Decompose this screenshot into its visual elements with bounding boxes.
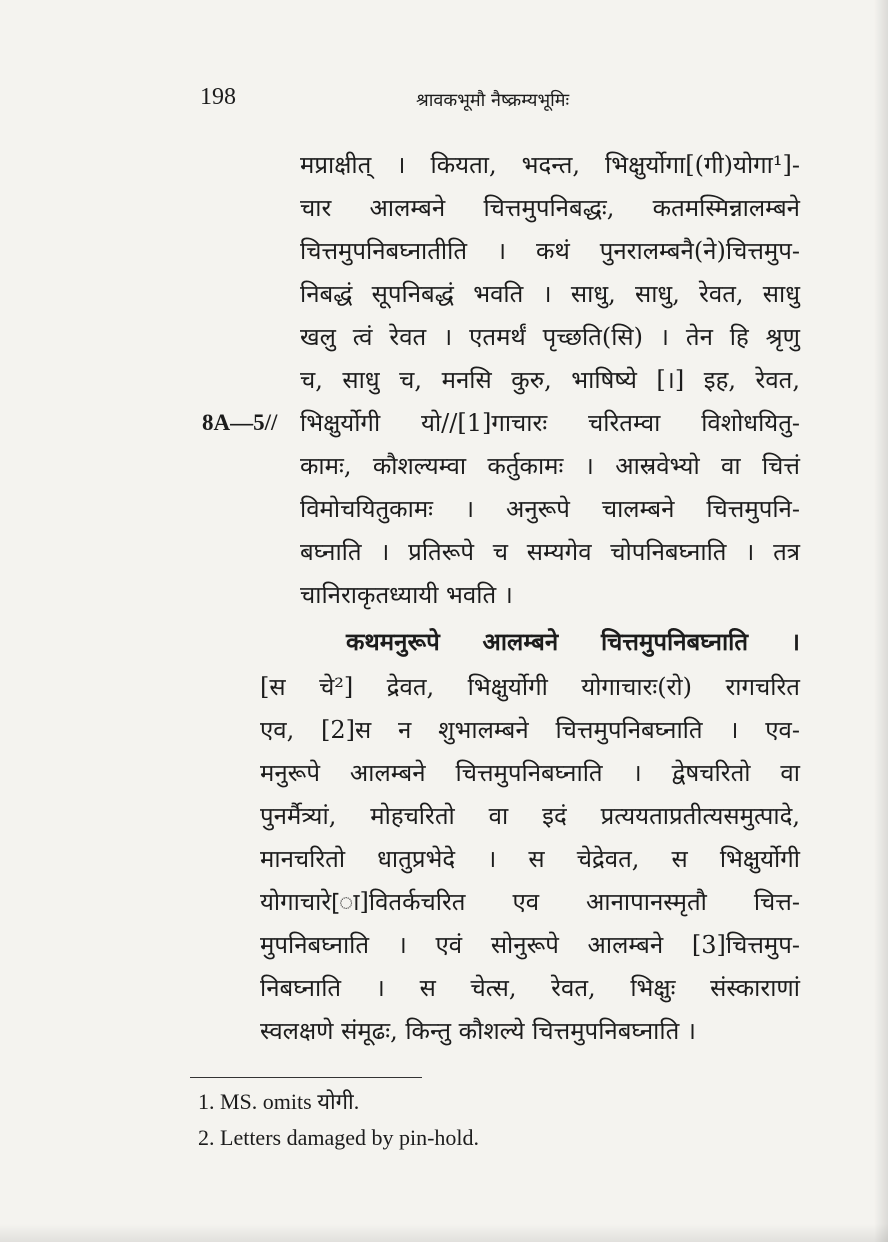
text-line: पुनर्मैत्र्यां, मोहचरितो वा इदं प्रत्ययताप्रतीत्यसमुत्पादे,: [260, 802, 800, 830]
text-line: बघ्नाति । प्रतिरूपे च सम्यगेव चोपनिबघ्नाति । तत्र: [300, 538, 800, 566]
text-line: च, साधु च, मनसि कुरु, भाषिष्ये [।] इह, रेवत,: [300, 366, 800, 394]
section-heading: कथमनुरूपे आलम्बने चित्तमुपनिबघ्नाति ।: [346, 627, 800, 656]
footnote: 1. MS. omits योगी.: [198, 1089, 360, 1114]
running-head: श्रावकभूमौ नैष्क्रम्यभूमिः: [416, 90, 570, 111]
text-line: मनुरूपे आलम्बने चित्तमुपनिबघ्नाति । द्वेषचरितो वा: [260, 759, 800, 787]
page-bottom-shadow: [0, 1224, 888, 1242]
text-line: मप्राक्षीत् । कियता, भदन्त, भिक्षुर्योगा[(गी)योगा¹]-: [300, 151, 800, 179]
text-line: खलु त्वं रेवत । एतमर्थं पृच्छति(सि) । तेन हि श्रृणु: [300, 323, 800, 351]
text-line: भिक्षुर्योगी यो//[1]गाचारः चरितम्वा विशोधयितु-: [300, 409, 800, 437]
text-line: एव, [2]स न शुभालम्बने चित्तमुपनिबघ्नाति । एव-: [260, 716, 800, 744]
text-line: योगाचारे[ा]वितर्कचरित एव आनापानस्मृतौ चित्त-: [260, 888, 800, 916]
page-edge-shadow: [874, 0, 888, 1242]
text-line: [स चे²] द्रेवत, भिक्षुर्योगी योगाचारः(रो) रागचरित: [260, 673, 800, 701]
text-line: चित्तमुपनिबघ्नातीति । कथं पुनरालम्बनै(ने)चित्तमुप-: [300, 237, 800, 265]
text-line: चार आलम्बने चित्तमुपनिबद्धः, कतमस्मिन्नालम्बने: [300, 194, 800, 222]
text-line: निबद्धं सूपनिबद्धं भवति । साधु, साधु, रेवत, साधु: [300, 280, 800, 308]
text-line: कामः, कौशल्यम्वा कर्तुकामः । आस्रवेभ्यो वा चित्तं: [300, 452, 800, 480]
text-line: मुपनिबघ्नाति । एवं सोनुरूपे आलम्बने [3]चित्तमुप-: [260, 931, 800, 959]
footnote: 2. Letters damaged by pin-hold.: [198, 1125, 480, 1150]
page-number: 198: [200, 84, 236, 110]
text-line: मानचरितो धातुप्रभेदे । स चेद्रेवत, स भिक्षुर्योगी: [260, 845, 800, 873]
footnote-rule: [190, 1077, 422, 1078]
text-line: विमोचयितुकामः । अनुरूपे चालम्बने चित्तमुपनि-: [300, 495, 800, 523]
text-line: निबघ्नाति । स चेत्स, रेवत, भिक्षुः संस्काराणां: [260, 974, 800, 1002]
text-line: चानिराकृतध्यायी भवति ।: [300, 581, 513, 609]
manuscript-folio-marker: 8A—5//: [202, 410, 278, 435]
text-line: स्वलक्षणे संमूढः, किन्तु कौशल्ये चित्तमुपनिबघ्नाति ।: [260, 1017, 697, 1045]
